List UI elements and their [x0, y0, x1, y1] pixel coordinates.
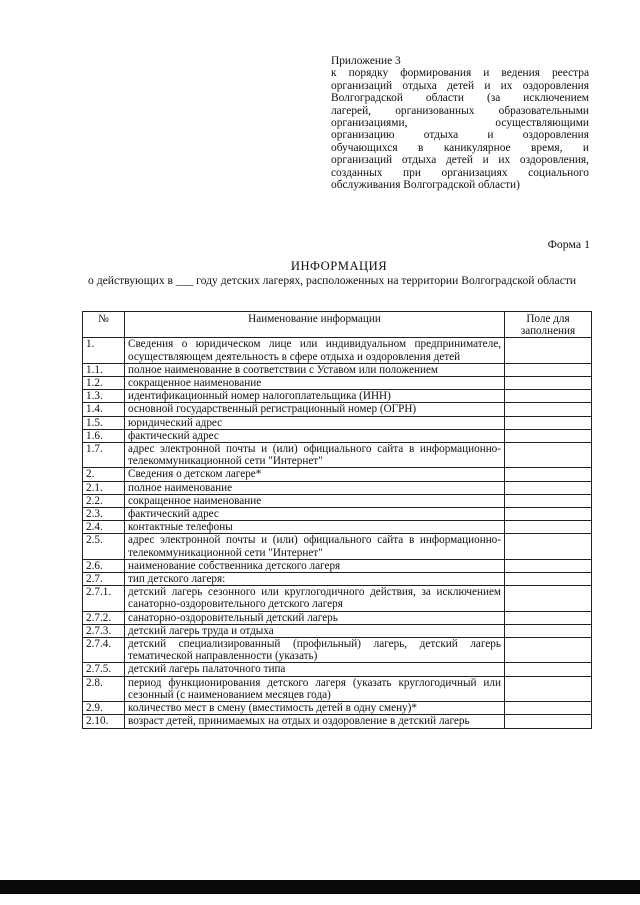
row-fill-field[interactable]: [505, 338, 592, 363]
appendix-line: лагерей, организованных образовательными: [331, 104, 589, 117]
table-row: [83, 624, 592, 637]
row-fill-field[interactable]: [505, 508, 592, 521]
row-fill-field[interactable]: [505, 468, 592, 481]
appendix-line: организацию отдыха и оздоровления: [331, 129, 589, 142]
row-name: адрес электронной почты и (или) официального сайта в информационно-телекоммуникационной сети "Интернет": [125, 534, 505, 559]
table-row: [83, 534, 592, 559]
row-fill-field[interactable]: [505, 377, 592, 390]
document-subtitle: о действующих в ___ году детских лагерях, расположенных на территории Волгоградской области: [88, 274, 577, 287]
row-fill-field[interactable]: [505, 702, 592, 715]
row-name: Сведения о юридическом лице или индивидуальном предпринимателе, осуществляющем деятельность в сфере отдыха и оздоровления детей: [125, 338, 505, 363]
row-fill-field[interactable]: [505, 363, 592, 376]
row-fill-field[interactable]: [505, 534, 592, 559]
table-row: [83, 559, 592, 572]
information-table: [82, 311, 592, 729]
table-row: [83, 481, 592, 494]
row-name: сокращенное наименование: [125, 377, 505, 390]
table-row: [83, 377, 592, 390]
row-number: 1.2.: [83, 377, 125, 390]
document-title: ИНФОРМАЦИЯ: [290, 259, 388, 273]
row-fill-field[interactable]: [505, 429, 592, 442]
header-name: Наименование информации: [125, 312, 505, 338]
table-row: [83, 443, 592, 468]
row-number: 1.5.: [83, 416, 125, 429]
row-name: юридический адрес: [125, 416, 505, 429]
row-number: 2.10.: [83, 715, 125, 728]
row-fill-field[interactable]: [505, 559, 592, 572]
row-name: детский лагерь сезонного или круглогодичного действия, за исключением санаторно-оздоровительного детского лагеря: [125, 586, 505, 611]
row-name: санаторно-оздоровительный детский лагерь: [125, 611, 505, 624]
row-name: возраст детей, принимаемых на отдых и оздоровление в детский лагерь: [125, 715, 505, 728]
row-fill-field[interactable]: [505, 390, 592, 403]
row-number: 1.4.: [83, 403, 125, 416]
row-name: период функционирования детского лагеря (указать круглогодичный или сезонный (с наименованием месяцев года): [125, 676, 505, 701]
table-header-row: [83, 312, 592, 338]
table-row: [83, 416, 592, 429]
row-number: 2.7.2.: [83, 611, 125, 624]
row-fill-field[interactable]: [505, 573, 592, 586]
table-body: [83, 338, 592, 728]
row-number: 1.6.: [83, 429, 125, 442]
row-fill-field[interactable]: [505, 638, 592, 663]
row-fill-field[interactable]: [505, 586, 592, 611]
row-name: детский лагерь палаточного типа: [125, 663, 505, 676]
row-name: адрес электронной почты и (или) официального сайта в информационно-телекоммуникационной сети "Интернет": [125, 443, 505, 468]
row-number: 2.7.5.: [83, 663, 125, 676]
table-row: [83, 403, 592, 416]
row-fill-field[interactable]: [505, 416, 592, 429]
table-row: [83, 715, 592, 728]
appendix-line: обучающихся в каникулярное время, и: [331, 141, 589, 154]
row-name: контактные телефоны: [125, 521, 505, 534]
table-row: [83, 573, 592, 586]
row-fill-field[interactable]: [505, 624, 592, 637]
scan-edge-bar: [0, 880, 640, 894]
row-name: детский специализированный (профильный) лагерь, детский лагерь тематической направленности (указать): [125, 638, 505, 663]
row-fill-field[interactable]: [505, 521, 592, 534]
row-number: 2.8.: [83, 676, 125, 701]
row-number: 1.: [83, 338, 125, 363]
row-fill-field[interactable]: [505, 494, 592, 507]
appendix-line: организаций отдыха детей и их оздоровления: [331, 79, 589, 92]
header-field: Поле для заполнения: [505, 312, 592, 338]
row-fill-field[interactable]: [505, 443, 592, 468]
row-fill-field[interactable]: [505, 481, 592, 494]
row-fill-field[interactable]: [505, 676, 592, 701]
row-fill-field[interactable]: [505, 663, 592, 676]
row-number: 2.1.: [83, 481, 125, 494]
table-row: [83, 429, 592, 442]
row-name: наименование собственника детского лагеря: [125, 559, 505, 572]
row-name: полное наименование: [125, 481, 505, 494]
row-name: идентификационный номер налогоплательщика (ИНН): [125, 390, 505, 403]
table-row: [83, 363, 592, 376]
row-number: 2.7.4.: [83, 638, 125, 663]
row-name: полное наименование в соответствии с Уставом или положением: [125, 363, 505, 376]
row-name: сокращенное наименование: [125, 494, 505, 507]
table-row: [83, 468, 592, 481]
appendix-note: [331, 55, 589, 191]
appendix-line: организаций отдыха детей и их оздоровления,: [331, 154, 589, 167]
row-name: детский лагерь труда и отдыха: [125, 624, 505, 637]
table-row: [83, 676, 592, 701]
form-label: Форма 1: [547, 237, 590, 251]
table-row: [83, 586, 592, 611]
table-row: [83, 702, 592, 715]
appendix-line: организациями, осуществляющими: [331, 117, 589, 130]
row-fill-field[interactable]: [505, 403, 592, 416]
table-row: [83, 390, 592, 403]
row-number: 2.7.3.: [83, 624, 125, 637]
row-name: количество мест в смену (вместимость детей в одну смену)*: [125, 702, 505, 715]
table-row: [83, 338, 592, 363]
row-name: фактический адрес: [125, 429, 505, 442]
row-number: 2.7.: [83, 573, 125, 586]
appendix-line: к порядку формирования и ведения реестра: [331, 67, 589, 80]
row-number: 2.: [83, 468, 125, 481]
appendix-line: Приложение 3: [331, 55, 401, 67]
row-number: 2.3.: [83, 508, 125, 521]
row-name: фактический адрес: [125, 508, 505, 521]
row-number: 1.7.: [83, 443, 125, 468]
header-number: №: [83, 312, 125, 338]
table-row: [83, 508, 592, 521]
table-row: [83, 611, 592, 624]
row-fill-field[interactable]: [505, 715, 592, 728]
row-number: 2.9.: [83, 702, 125, 715]
row-name: тип детского лагеря:: [125, 573, 505, 586]
table-row: [83, 494, 592, 507]
row-name: основной государственный регистрационный номер (ОГРН): [125, 403, 505, 416]
row-number: 2.2.: [83, 494, 125, 507]
row-number: 2.5.: [83, 534, 125, 559]
appendix-line: обслуживания Волгоградской области): [331, 179, 520, 192]
row-number: 2.7.1.: [83, 586, 125, 611]
table-row: [83, 521, 592, 534]
appendix-line: Волгоградской области (за исключением: [331, 92, 589, 105]
row-fill-field[interactable]: [505, 611, 592, 624]
appendix-line: созданных при организациях социального: [331, 166, 589, 179]
row-number: 2.4.: [83, 521, 125, 534]
row-number: 1.1.: [83, 363, 125, 376]
row-name: Сведения о детском лагере*: [125, 468, 505, 481]
table-row: [83, 638, 592, 663]
table-row: [83, 663, 592, 676]
row-number: 2.6.: [83, 559, 125, 572]
row-number: 1.3.: [83, 390, 125, 403]
